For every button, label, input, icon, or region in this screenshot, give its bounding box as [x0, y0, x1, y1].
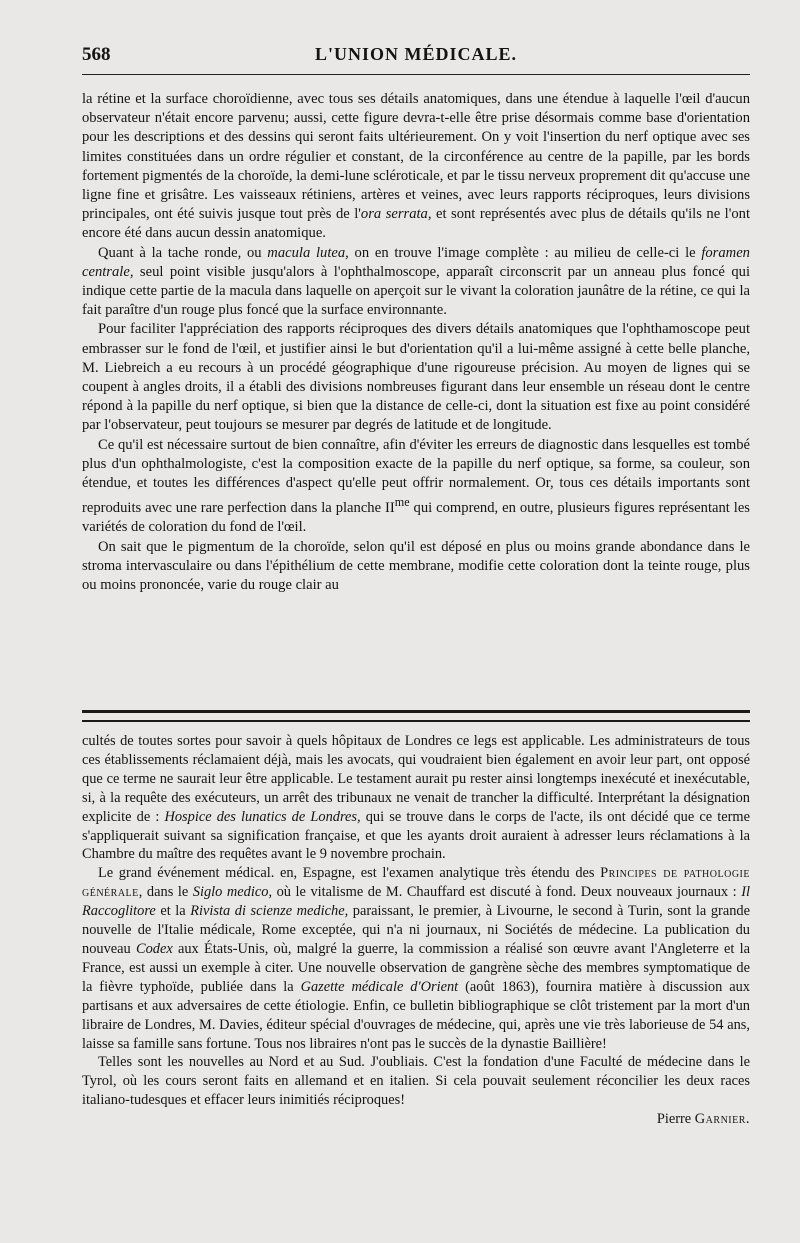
- running-title: L'UNION MÉDICALE.: [314, 44, 518, 64]
- feuilleton-paragraph-2: Le grand événement médical. en, Espagne, est l'examen analytique très étendu des Principes de pathologie générale, dans le Siglo medico, où le vitalisme de M. Chauffard est discuté à fond. Deux nouveaux journaux : Il Raccoglitore et la Rivista di scienze mediche, paraissant, le premier, à Livourne, le second à Turin, sont la grande nouvelle de l'Italie médicale, Rome exceptée, qui n'a ni journaux, ni Sociétés de médecine. La publication du nouveau Codex aux États-Unis, où, malgré la guerre, la commission a réalisé son œuvre avant l'Angleterre et la France, est aussi un exemple à citer. Une nouvelle observation de gangrène sèche des membres symptomatique de la fièvre typhoïde, publiée dans la Gazette médicale d'Orient (août 1863), fournira matière à discussion aux partisans et aux adversaires de cette étiologie. Enfin, ce bulletin bibliographique se clôt tristement par la mort d'un libraire de Londres, M. Davies, éditeur spécial d'ouvrages de médecine, qui, après une vie très laborieuse de 54 ans, laisse sa famille sans fortune. Tous nos libraires n'ont pas le succès de la dynastie Baillière!: [82, 865, 750, 1052]
- header-rule: [82, 74, 750, 75]
- page-header: [82, 44, 750, 76]
- author-signature: Pierre Garnier.: [656, 1111, 750, 1128]
- main-article: [82, 90, 750, 595]
- feuilleton-divider: [82, 710, 750, 722]
- feuilleton-paragraph-3: Telles sont les nouvelles au Nord et au Sud. J'oubliais. C'est la fondation d'une Faculté de médecine dans le Tyrol, où les cours seront faits en allemand et en italien. Si cela pouvait seulement réconcilier les deux races italiano-tudesques et effacer leurs inimitiés réciproques!: [82, 1054, 750, 1109]
- main-paragraph-5: On sait que le pigmentum de la choroïde, selon qu'il est déposé en plus ou moins grande abondance dans le stroma intervasculaire ou dans l'épithélium de cette membrane, modifie cette coloration dont la teinte rouge, plus ou moins prononcée, varie du rouge clair au: [82, 538, 750, 593]
- main-paragraph-1: la rétine et la surface choroïdienne, avec tous ses détails anatomiques, dans une étendue à laquelle l'œil d'aucun observateur n'était encore parvenu; aussi, cette figure devra-t-elle être prise désormais comme base d'orientation pour les descriptions et des dessins qui seront faits ultérieurement. On y voit l'insertion du nerf optique avec ses limites constituées dans un ordre régulier et constant, de la circonférence au centre de la papille, par les bords fortement pigmentés de la choroïde, la demi-lune scléroticale, et par le tissu nerveux proprement dit qu'accuse une ligne fine et grisâtre. Les vaisseaux rétiniens, artères et veines, avec leurs rapports réciproques, leurs divisions principales, ont été suivis jusque tout près de l'ora serrata, et sont représentés avec plus de détails qu'ils ne l'ont encore été dans aucun dessin anatomique.: [82, 91, 750, 242]
- feuilleton-paragraph-1: cultés de toutes sortes pour savoir à quels hôpitaux de Londres ce legs est applicable. Les administrateurs de tous ces établissements réclamaient déjà, mais les avocats, qui voudraient bien également en avoir leur part, ont opposé que ce terme ne saurait leur être applicable. Le testament aurait pu rester ainsi longtemps inexécuté et inexécutable, si, à la requête des exécuteurs, un arrêt des tribunaux ne venait de trancher la difficulté. Interprétant la désignation explicite de : Hospice des lunatics de Londres, qui se trouve dans le corps de l'acte, ils ont décidé que ce terme s'appliquerait suivant sa signification française, et que les ayants droit auraient à adresser leurs réclamations à la Chambre du maître des requêtes avant le 9 novembre prochain.: [82, 733, 750, 863]
- feuilleton-column: [82, 732, 750, 1129]
- page-number: 568: [82, 44, 111, 65]
- main-paragraph-2: Quant à la tache ronde, ou macula lutea, on en trouve l'image complète : au milieu de celle-ci le foramen centrale, seul point visible jusqu'alors à l'ophthalmoscope, apparaît circonscrit par un anneau plus foncé qui indique cette partie de la macula dans laquelle on aperçoit sur le vivant la coloration jaunâtre de la rétine, ce qui la fait paraître d'un rouge plus foncé que la surface environnante.: [82, 244, 750, 319]
- main-paragraph-4: Ce qu'il est nécessaire surtout de bien connaître, afin d'éviter les erreurs de diagnostic dans lesquelles est tombé plus d'un ophthalmologiste, c'est la composition exacte de la papille du nerf optique, sa forme, sa couleur, son étendue, et toutes les différences d'aspect qu'elle peut offrir normalement. Or, tous ces détails importants sont reproduits avec une rare perfection dans la planche $II^{me}$ qui comprend, en outre, plusieurs figures représentant les variétés de coloration du fond de l'œil.: [82, 436, 750, 536]
- main-paragraph-3: Pour faciliter l'appréciation des rapports réciproques des divers détails anatomiques que l'ophthamoscope peut embrasser sur le fond de l'œil, et justifier ainsi le but d'orientation qu'il a lui-même assigné à cette belle planche, M. Liebreich a eu recours à un procédé géographique d'une rigoureuse précision. Au moyen de lignes qui se coupent à angles droits, il a établi des divisions nombreuses figurant dans leur ensemble un réseau dont le centre répond à la papille du nerf optique, si bien que la distance de celle-ci, dont la situation est fixe au point considéré par l'observateur, peut toujours se mesurer par degrés de latitude et de longitude.: [82, 321, 750, 434]
